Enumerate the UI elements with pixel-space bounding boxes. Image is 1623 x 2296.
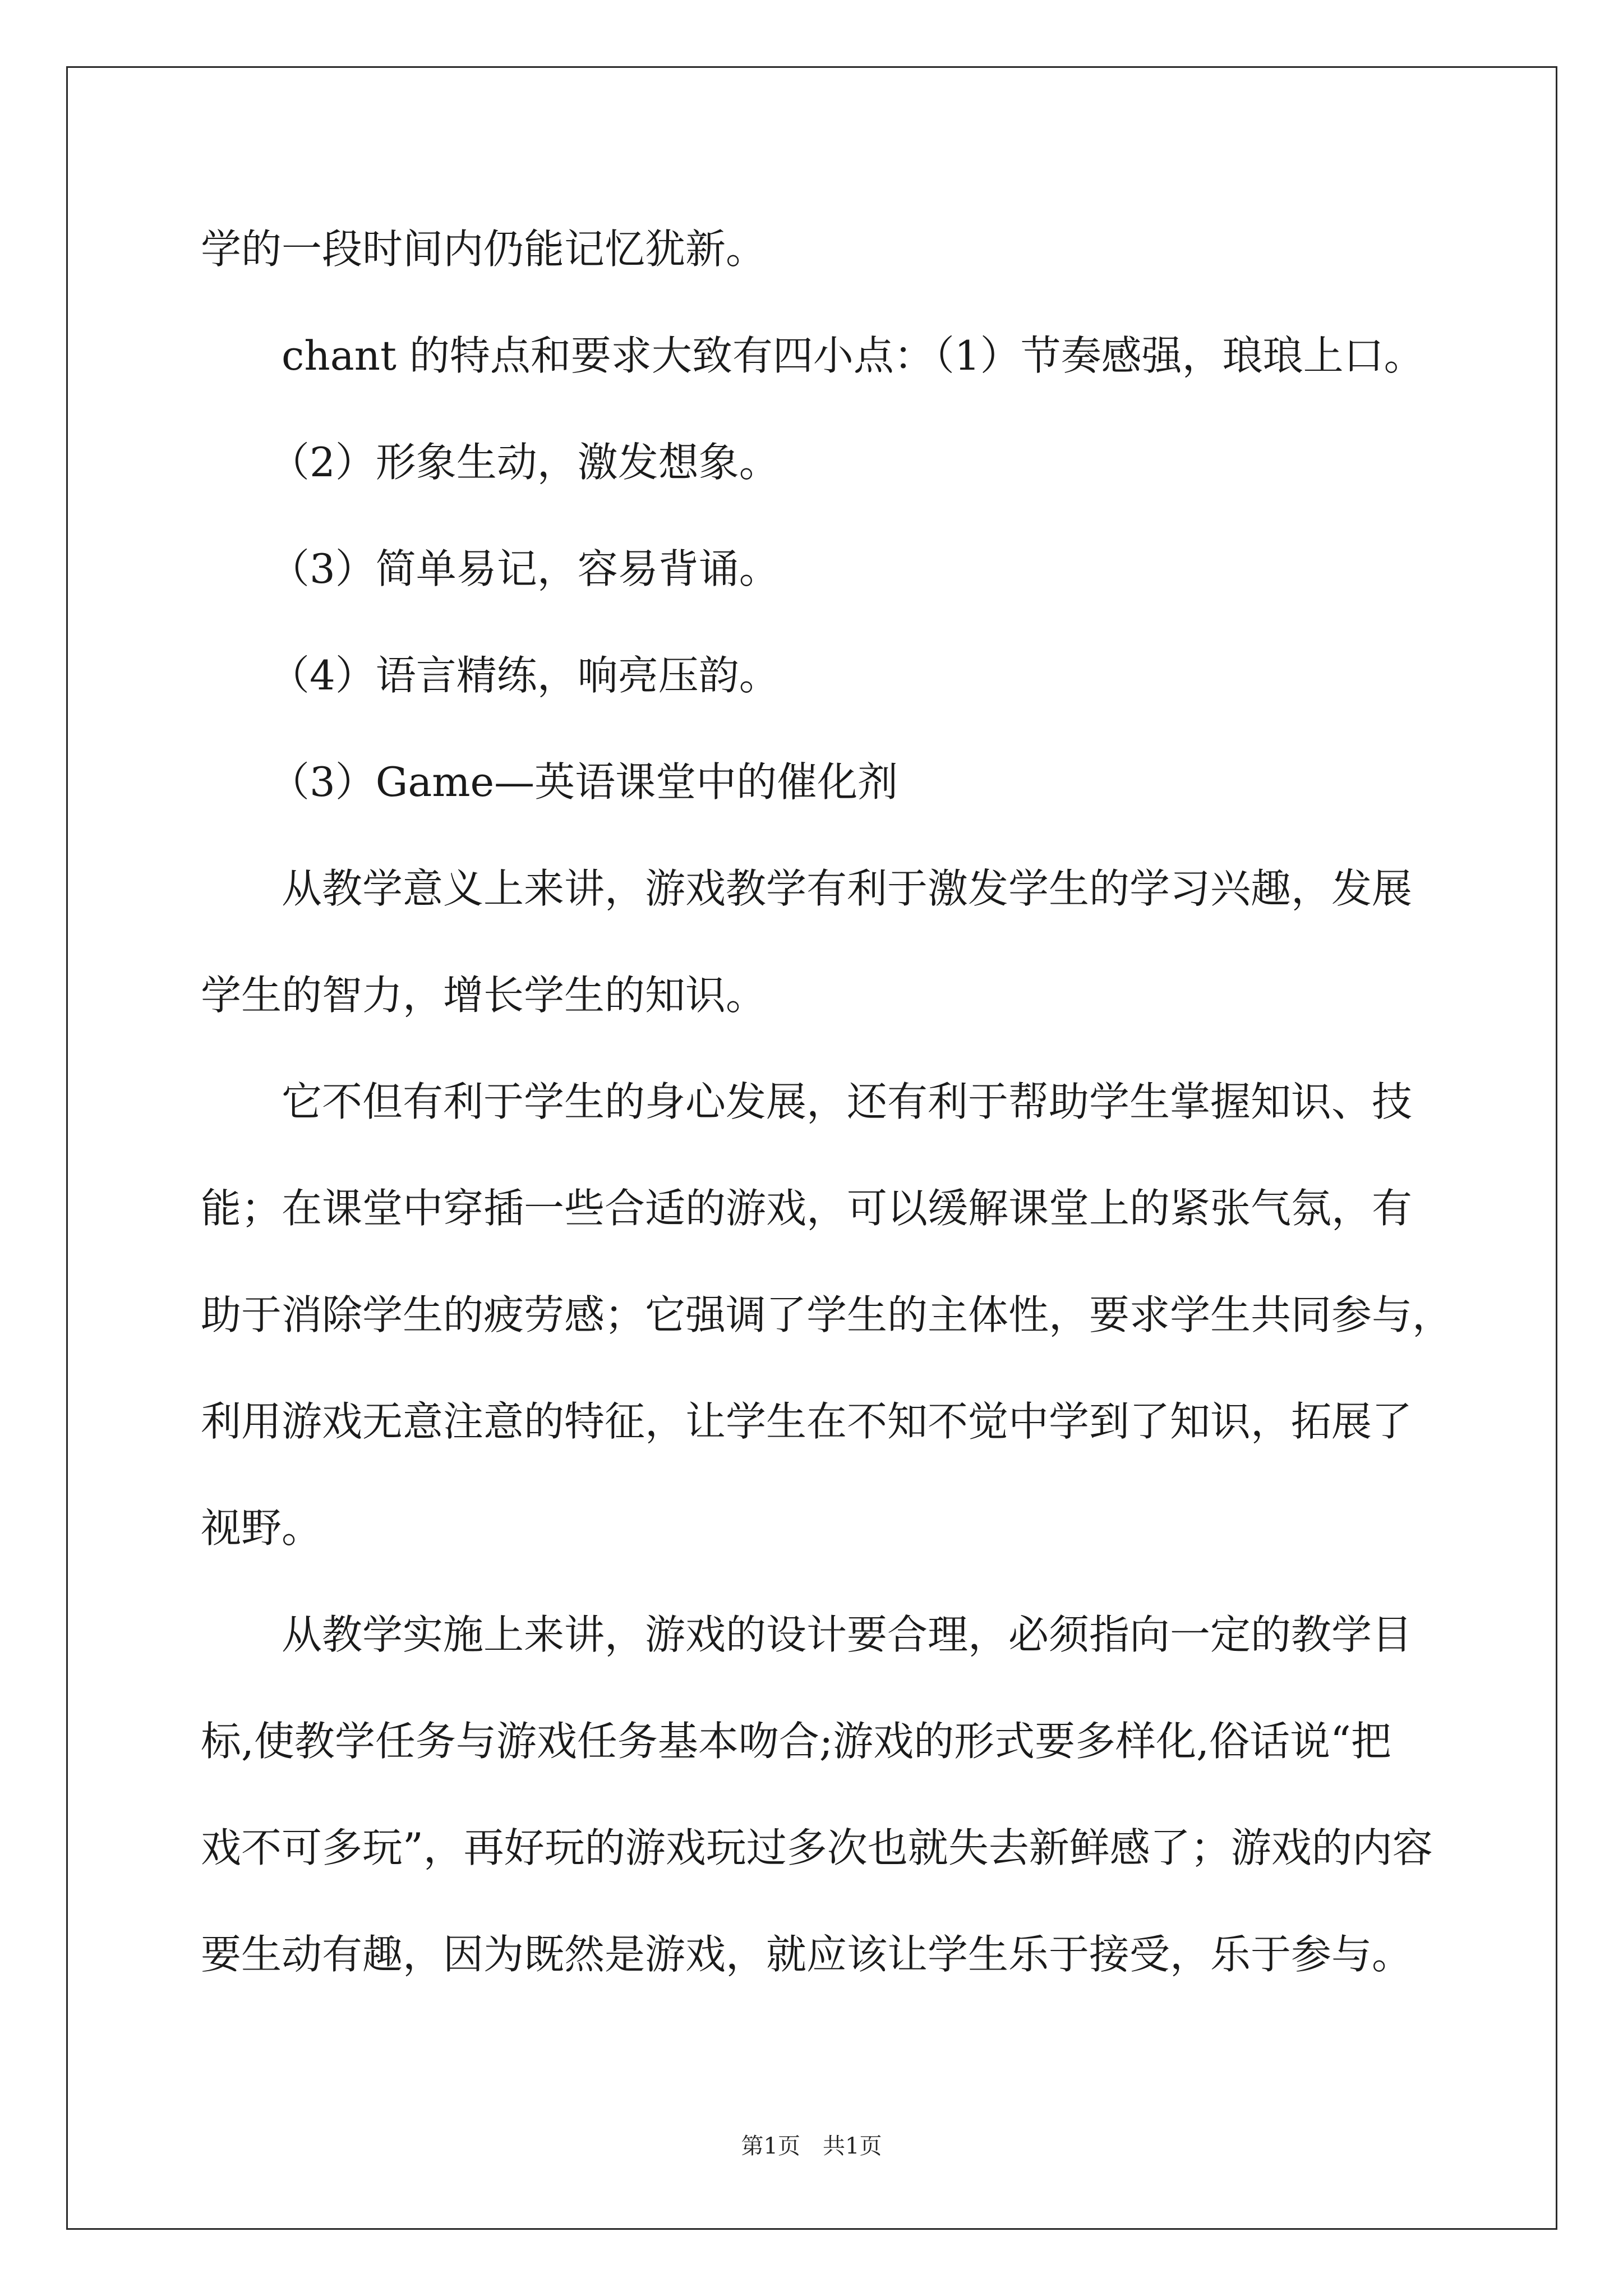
body-line: 助于消除学生的疲劳感；它强调了学生的主体性，要求学生共同参与， <box>201 1291 1453 1338</box>
list-item <box>201 622 1536 729</box>
body-line: （2）形象生动，激发想象。 <box>269 439 780 486</box>
body-line: 从教学意义上来讲，游戏教学有利于激发学生的学习兴趣，发展 <box>282 865 1413 912</box>
body-line: 它不但有利于学生的身心发展，还有利于帮助学生掌握知识、技 <box>282 1078 1413 1125</box>
list-item <box>201 409 1536 516</box>
paragraph <box>201 302 1536 409</box>
list-item <box>201 516 1536 622</box>
body-line: 标,使教学任务与游戏任务基本吻合;游戏的形式要多样化,俗话说“把 <box>201 1718 1391 1765</box>
body-line: 要生动有趣，因为既然是游戏，就应该让学生乐于接受，乐于参与。 <box>201 1931 1413 1978</box>
body-line: 视野。 <box>201 1504 322 1552</box>
body-line: （3）Game—英语课堂中的催化剂 <box>269 758 898 806</box>
body-line: 戏不可多玩”，再好玩的游戏玩过多次也就失去新鲜感了；游戏的内容 <box>201 1824 1433 1871</box>
body-line: 能；在课堂中穿插一些合适的游戏，可以缓解课堂上的紧张气氛，有 <box>201 1185 1413 1232</box>
body-line: 利用游戏无意注意的特征，让学生在不知不觉中学到了知识，拓展了 <box>201 1398 1413 1445</box>
body-line: chant 的特点和要求大致有四小点：（1）节奏感强，琅琅上口。 <box>282 332 1424 379</box>
page-footer: 第1页 共1页 <box>741 2133 882 2159</box>
paragraph <box>201 196 1536 302</box>
body-line: 学的一段时间内仍能记忆犹新。 <box>201 226 767 273</box>
paragraph <box>201 1581 1536 2008</box>
body-line: （3）简单易记，容易背诵。 <box>269 545 780 592</box>
body-line: 从教学实施上来讲，游戏的设计要合理，必须指向一定的教学目 <box>282 1611 1413 1658</box>
body-line: （4）语言精练，响亮压韵。 <box>269 652 780 699</box>
body-line: 学生的智力，增长学生的知识。 <box>201 972 767 1019</box>
paragraph <box>201 1048 1536 1581</box>
section-heading <box>201 729 1536 835</box>
paragraph <box>201 835 1536 1048</box>
document-body <box>201 196 1536 2008</box>
